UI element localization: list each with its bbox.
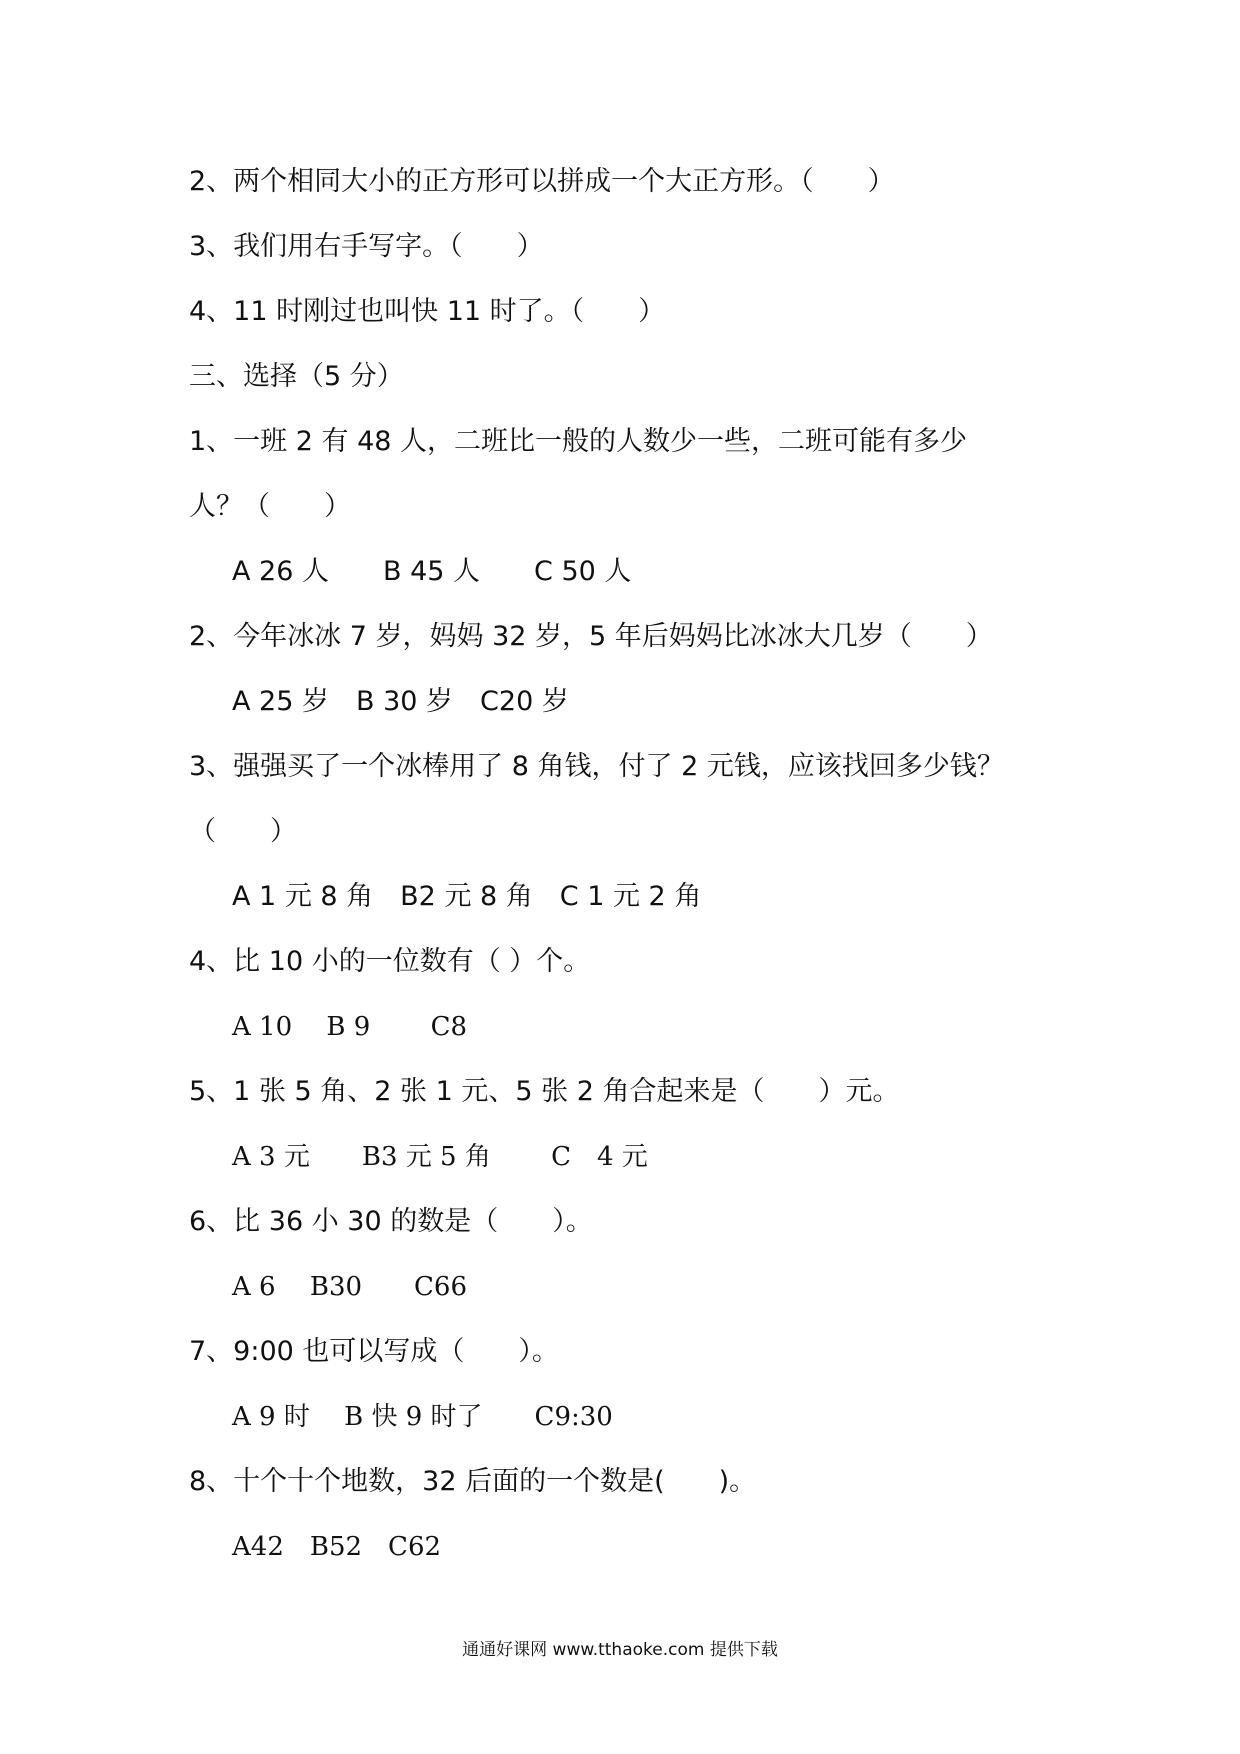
choice-question-1-options: A 26 人 B 45 人 C 50 人 [232, 556, 632, 587]
choice-question-2-options: A 25 岁 B 30 岁 C20 岁 [232, 686, 569, 717]
choice-question-8: 8、十个十个地数，32 后面的一个数是( )。 [189, 1466, 757, 1497]
choice-question-6-options: A 6 B30 C66 [232, 1272, 468, 1302]
page-footer: 通通好课网 www.tthaoke.com 提供下载 [462, 1640, 778, 1660]
choice-question-5-options: A 3 元 B3 元 5 角 C 4 元 [232, 1142, 648, 1172]
choice-question-6: 6、比 36 小 30 的数是（ ）。 [189, 1206, 593, 1237]
choice-question-7: 7、9:00 也可以写成（ ）。 [189, 1336, 559, 1367]
choice-question-2: 2、今年冰冰 7 岁，妈妈 32 岁，5 年后妈妈比冰冰大几岁（ ） [189, 621, 993, 652]
choice-question-3-line1: 3、强强买了一个冰棒用了 8 角钱，付了 2 元钱，应该找回多少钱？ [189, 751, 1004, 782]
choice-question-1-line1: 1、一班 2 有 48 人，二班比一般的人数少一些，二班可能有多少 [189, 426, 968, 457]
choice-question-5: 5、1 张 5 角、2 张 1 元、5 张 2 角合起来是（ ）元。 [189, 1076, 900, 1107]
choice-question-7-options: A 9 时 B 快 9 时了 C9:30 [232, 1402, 613, 1432]
choice-question-3-line2: （ ） [189, 816, 297, 847]
judge-question-3: 3、我们用右手写字。（ ） [189, 231, 544, 262]
choice-question-4: 4、比 10 小的一位数有（ ）个。 [189, 946, 591, 977]
judge-question-2: 2、两个相同大小的正方形可以拼成一个大正方形。（ ） [189, 166, 895, 197]
choice-question-8-options: A42 B52 C62 [232, 1532, 442, 1562]
choice-question-4-options: A 10 B 9 C8 [232, 1012, 468, 1042]
choice-question-1-line2: 人？（ ） [189, 491, 351, 522]
judge-question-4: 4、11 时刚过也叫快 11 时了。（ ） [189, 296, 666, 327]
section-title-choice: 三、选择（5 分） [189, 361, 404, 392]
choice-question-3-options: A 1 元 8 角 B2 元 8 角 C 1 元 2 角 [232, 881, 702, 912]
